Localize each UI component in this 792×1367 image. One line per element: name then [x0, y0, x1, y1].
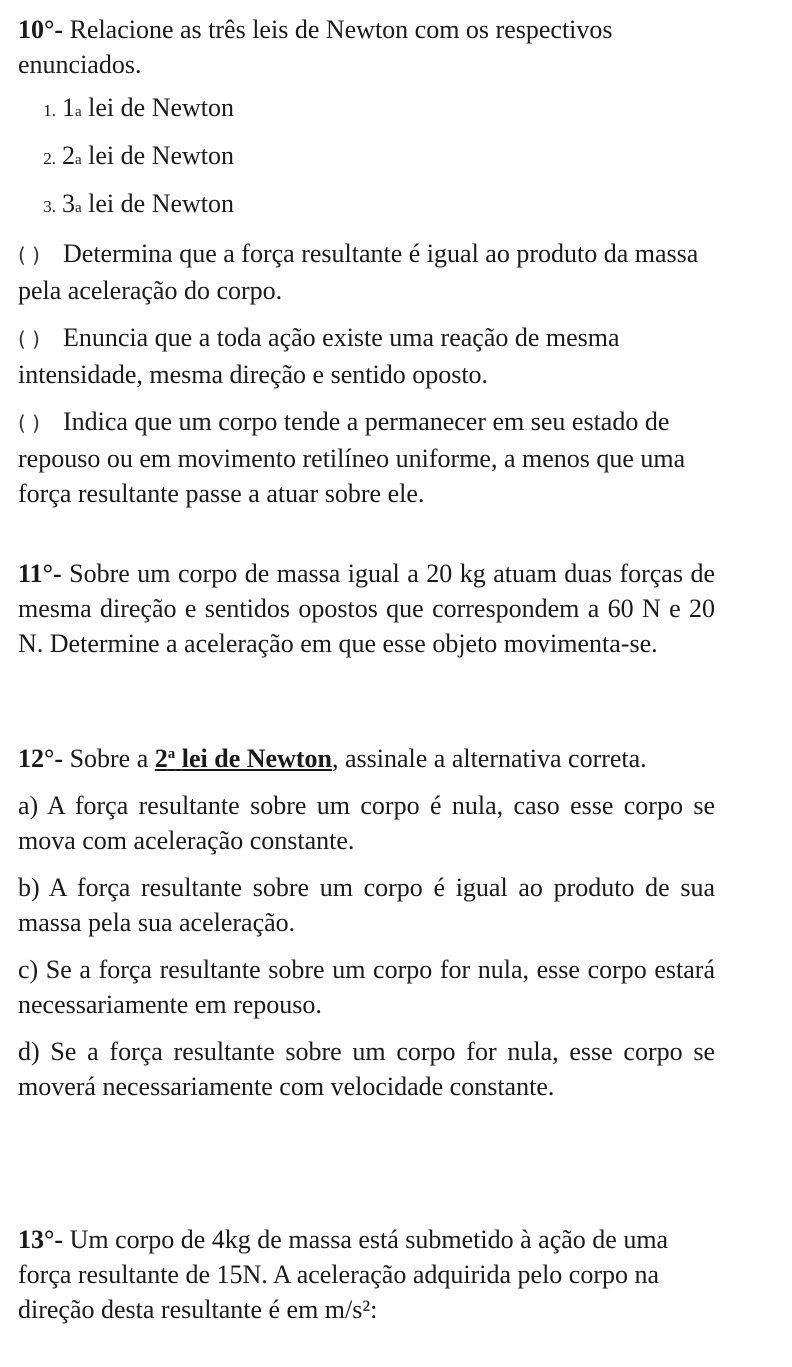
second-law-ordinal: 2 [154, 744, 168, 773]
question-11 [18, 556, 715, 661]
question-12-prompt [18, 741, 715, 776]
option-d[interactable]: d) Se a força resultante sobre um corpo for nula, esse corpo se moverá necessariamente com velocidade constante. [18, 1037, 715, 1101]
statement-item [18, 236, 715, 308]
answer-blank[interactable]: ( ) [18, 327, 40, 351]
question-10-prompt [18, 12, 715, 82]
law-index: 2. [43, 149, 56, 168]
answer-blank[interactable]: ( ) [18, 411, 40, 435]
statement-text: Determina que a força resultante é igual ao produto da massa pela aceleração do corpo. [18, 239, 699, 305]
question-11-text: Sobre um corpo de massa igual a 20 kg atuam duas forças de mesma direção e sentidos opostos que correspondem a 60 N e 20 N. Determine a aceleração em que esse objeto movimenta-se. [18, 559, 715, 658]
law-index: 3. [43, 197, 56, 216]
question-10 [18, 12, 715, 511]
question-11-text-block [18, 556, 715, 661]
question-13 [18, 1222, 715, 1327]
answer-blank[interactable]: ( ) [18, 243, 40, 267]
second-law-highlight [155, 744, 332, 773]
second-law-sup: a [167, 746, 176, 762]
law-text: lei de Newton [88, 141, 235, 170]
question-12-prompt-after: , assinale a alternativa correta. [331, 744, 647, 773]
question-13-text-block [18, 1222, 715, 1327]
option-b[interactable]: b) A força resultante sobre um corpo é igual ao produto de sua massa pela sua aceleração. [18, 873, 715, 937]
question-12-prompt-before: Sobre a [69, 744, 149, 773]
law-text: lei de Newton [88, 189, 235, 218]
law-item: 1. 1 a lei de Newton [18, 90, 715, 138]
statement-item [18, 404, 715, 511]
law-ordinal: 2 [62, 141, 75, 170]
question-13-text: Um corpo de 4kg de massa está submetido à ação de uma força resultante de 15N. A aceleração adquirida pelo corpo na direção desta resultante é em m/s²: [18, 1225, 669, 1324]
law-text: lei de Newton [88, 93, 235, 122]
question-13-number: 13°- [18, 1225, 64, 1254]
law-item: 2. 2 a lei de Newton [18, 138, 715, 186]
option-c[interactable]: c) Se a força resultante sobre um corpo for nula, esse corpo estará necessariamente em repouso. [18, 955, 715, 1019]
second-law-text: lei de Newton [181, 744, 332, 773]
option-a[interactable]: a) A força resultante sobre um corpo é nula, caso esse corpo se mova com aceleração constante. [18, 791, 715, 855]
statement-item [18, 320, 715, 392]
law-ordinal: 3 [62, 189, 75, 218]
statement-text: Indica que um corpo tende a permanecer em seu estado de repouso ou em movimento retilíneo uniforme, a menos que uma força resultante passe a atuar sobre ele. [18, 407, 686, 508]
question-10-text: Relacione as três leis de Newton com os respectivos enunciados. [18, 15, 613, 79]
law-ordinal: 1 [62, 93, 75, 122]
question-11-number: 11°- [18, 559, 62, 588]
question-12-number: 12°- [18, 744, 64, 773]
law-item: 3. 3 a lei de Newton [18, 186, 715, 234]
question-12 [18, 741, 715, 1104]
law-index: 1. [43, 101, 56, 120]
laws-list [18, 90, 715, 234]
question-10-number: 10°- [18, 15, 64, 44]
statement-text: Enuncia que a toda ação existe uma reação de mesma intensidade, mesma direção e sentido oposto. [18, 323, 620, 389]
